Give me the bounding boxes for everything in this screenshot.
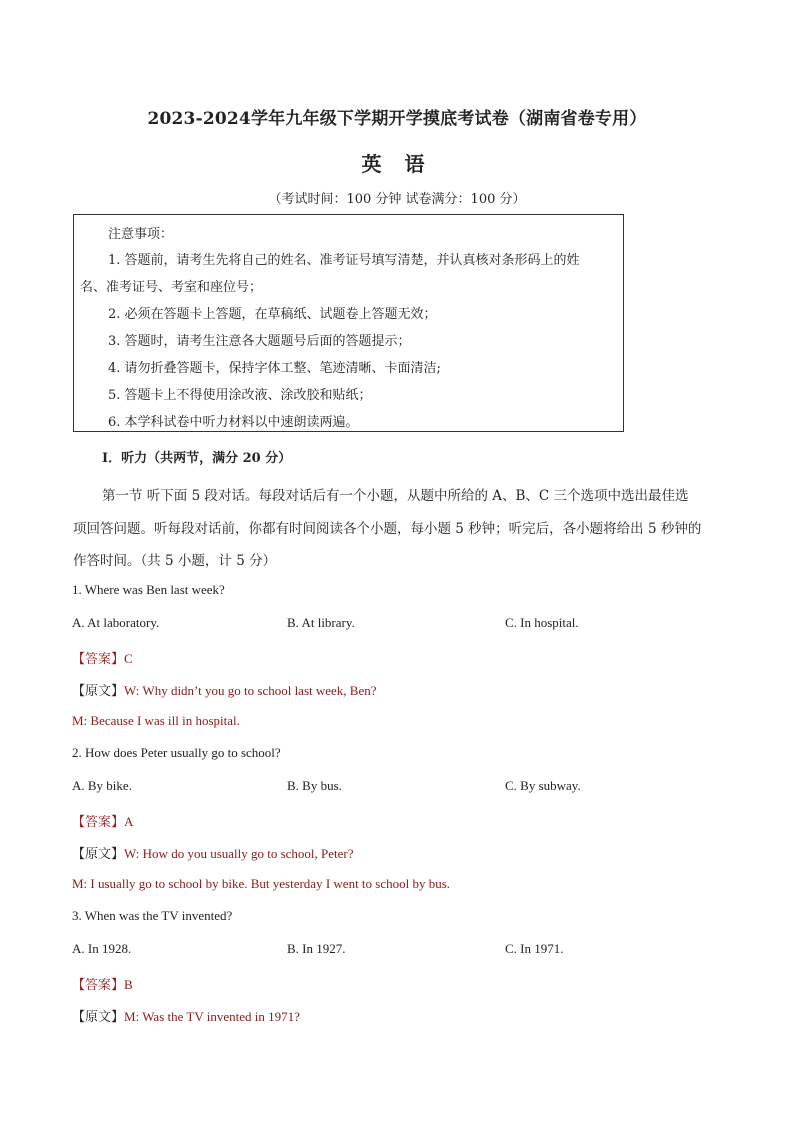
transcript-label: 【原文】 [72, 847, 125, 862]
answer-line [72, 811, 133, 830]
transcript-text: M: Because I was ill in hospital. [72, 713, 240, 728]
option-a: A. By bike. [72, 778, 132, 793]
answer-label: 【答案】 [72, 652, 125, 667]
transcript-text: M: Was the TV invented in 1971? [124, 1009, 300, 1024]
option-c: C. By subway. [505, 778, 581, 793]
answer-label: 【答案】 [72, 978, 125, 993]
notice-item: 6. 本学科试卷中听力材料以中速朗读两遍。 [108, 415, 359, 430]
exam-info: （考试时间：100 分钟 试卷满分：100 分） [268, 192, 526, 207]
section-intro-line: 项回答问题。听每段对话前，你都有时间阅读各个小题，每小题 5 秒钟；听完后，各小题将给出 5 秒钟的 [73, 521, 702, 537]
answer-line [72, 974, 133, 993]
question-stem: 3. When was the TV invented? [72, 908, 233, 923]
transcript-line [72, 843, 354, 862]
answer-label: 【答案】 [72, 815, 125, 830]
answer-value: C [124, 651, 133, 666]
transcript-label: 【原文】 [72, 684, 125, 699]
section-heading: I．听力（共两节，满分 20 分） [102, 451, 292, 466]
notice-item: 3. 答题时，请考生注意各大题题号后面的答题提示； [108, 334, 411, 349]
notice-item: 1. 答题前，请考生先将自己的姓名、准考证号填写清楚，并认真核对条形码上的姓 [108, 253, 580, 268]
option-a: A. At laboratory. [72, 615, 160, 630]
answer-line [72, 648, 133, 667]
transcript-line [72, 680, 377, 699]
notice-item: 2. 必须在答题卡上答题，在草稿纸、试题卷上答题无效； [108, 307, 437, 322]
notice-item: 4. 请勿折叠答题卡，保持字体工整、笔迹清晰、卡面清洁; [108, 361, 441, 376]
exam-title: 2023-2024学年九年级下学期开学摸底考试卷（湖南省卷专用） [147, 109, 647, 129]
answer-value: B [124, 977, 133, 992]
option-b: B. At library. [287, 615, 355, 630]
question-stem: 2. How does Peter usually go to school? [72, 745, 281, 760]
subject-title: 英 语 [361, 152, 433, 176]
option-c: C. In hospital. [505, 615, 579, 630]
section-intro-line: 第一节 听下面 5 段对话。每段对话后有一个小题，从题中所给的 A、B、C 三个选项中选出最佳选 [102, 488, 689, 504]
notice-item: 5. 答题卡上不得使用涂改液、涂改胶和贴纸； [108, 388, 372, 403]
transcript-label: 【原文】 [72, 1010, 125, 1025]
notice-box [73, 214, 624, 432]
option-a: A. In 1928. [72, 941, 132, 956]
notice-item: 名、准考证号、考室和座位号； [80, 280, 263, 295]
question-stem: 1. Where was Ben last week? [72, 582, 225, 597]
transcript-text: W: How do you usually go to school, Peter? [124, 846, 354, 861]
transcript-line [72, 1006, 300, 1025]
transcript-text: W: Why didn’t you go to school last week, Ben? [124, 683, 377, 698]
option-b: B. In 1927. [287, 941, 346, 956]
notice-heading: 注意事项： [108, 227, 174, 242]
section-intro-line: 作答时间。（共 5 小题，计 5 分） [73, 553, 277, 569]
transcript-text: M: I usually go to school by bike. But yesterday I went to school by bus. [72, 876, 451, 891]
option-c: C. In 1971. [505, 941, 564, 956]
option-b: B. By bus. [287, 778, 342, 793]
answer-value: A [124, 814, 134, 829]
